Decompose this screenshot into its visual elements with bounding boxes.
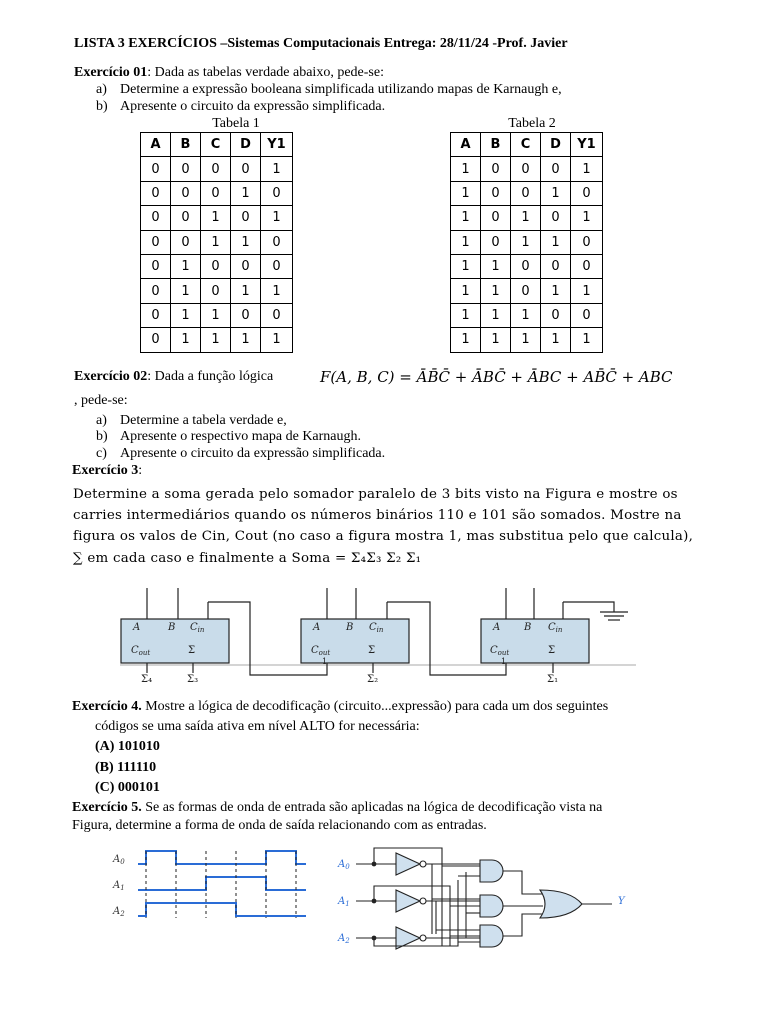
table-cell: 0 xyxy=(171,157,201,181)
table-cell: 1 xyxy=(231,279,261,303)
table-header-cell: C xyxy=(201,133,231,157)
and-gate-1 xyxy=(480,860,503,882)
table-cell: 1 xyxy=(511,328,541,352)
table-cell: 1 xyxy=(481,279,511,303)
table-cell: 1 xyxy=(481,328,511,352)
ex1-item-b-text: Apresente o circuito da expressão simplificada. xyxy=(120,99,386,114)
table-cell: 1 xyxy=(201,303,231,327)
inverter-a0 xyxy=(396,853,420,875)
ex5-line1: Se as formas de onda de entrada são aplicadas na lógica de decodificação vista na xyxy=(141,800,603,815)
ex2-formula: F(A, B, C) = ĀB̄C̄ + ĀBC̄ + ĀBC + AB̄C̄ + ABC xyxy=(320,368,673,386)
table-cell: 1 xyxy=(451,230,481,254)
ex3-line-2: carries intermediários quando os números binários 110 e 101 são somados. Mostre na xyxy=(73,508,682,524)
table-row xyxy=(451,279,603,303)
table-cell: 1 xyxy=(511,303,541,327)
table-cell: 1 xyxy=(231,230,261,254)
table-header-row xyxy=(141,133,293,157)
circuit-output-y: Y xyxy=(618,896,625,907)
ex3-line-3: figura os valos de Cin, Cout (no caso a figura mostra 1, mas substitua pelo que calcula), xyxy=(73,529,694,545)
table-cell: 0 xyxy=(541,206,571,230)
inverter-a1-bubble xyxy=(420,898,426,904)
ex2-item-a xyxy=(96,413,287,429)
output-sigma-4: Σ₄ xyxy=(141,674,153,685)
input-waveforms xyxy=(100,842,315,924)
table-cell: 0 xyxy=(201,157,231,181)
table-cell: 0 xyxy=(171,181,201,205)
block1-label-cout: $C_{out}$ xyxy=(131,645,151,657)
parallel-adder-figure xyxy=(0,580,768,690)
ex3-label: Exercício 3 xyxy=(72,463,139,478)
table-cell: 0 xyxy=(511,254,541,278)
table2-caption: Tabela 2 xyxy=(508,116,556,131)
ex2-tail: , pede-se: xyxy=(74,393,128,408)
table-header-row xyxy=(451,133,603,157)
table-cell: 0 xyxy=(141,230,171,254)
wave-label-a1: $A_1$ xyxy=(113,880,125,892)
table-cell: 0 xyxy=(481,157,511,181)
carry-label-2: 1 xyxy=(322,657,328,666)
or-gate xyxy=(540,890,582,918)
table-cell: 1 xyxy=(261,157,293,181)
table-row xyxy=(451,181,603,205)
table-cell: 0 xyxy=(141,206,171,230)
table-cell: 0 xyxy=(231,254,261,278)
ex4-line1: Mostre a lógica de decodificação (circuito...expressão) para cada um dos seguintes xyxy=(141,699,609,714)
table-cell: 0 xyxy=(481,181,511,205)
ex1-item-b-marker: b) xyxy=(96,99,108,114)
inverter-a1 xyxy=(396,890,420,912)
table-cell: 0 xyxy=(231,157,261,181)
table-cell: 1 xyxy=(451,303,481,327)
table-cell: 0 xyxy=(541,303,571,327)
table-row xyxy=(141,157,293,181)
table-cell: 0 xyxy=(261,254,293,278)
table-cell: 0 xyxy=(481,206,511,230)
block2-label-cout: $C_{out}$ xyxy=(311,645,331,657)
truth-table-1 xyxy=(140,132,293,353)
ex5-line2: Figura, determine a forma de onda de saída relacionando com as entradas. xyxy=(72,818,487,833)
page-title: LISTA 3 EXERCÍCIOS –Sistemas Computacionais Entrega: 28/11/24 -Prof. Javier xyxy=(74,36,568,51)
table-row xyxy=(141,254,293,278)
table-header-cell: Y1 xyxy=(261,133,293,157)
table-cell: 0 xyxy=(171,230,201,254)
block2-label-b: B xyxy=(346,622,354,633)
table-cell: 1 xyxy=(481,254,511,278)
wave-label-a2: $A_2$ xyxy=(113,906,125,918)
output-sigma-1: Σ₁ xyxy=(547,674,559,685)
table-cell: 1 xyxy=(571,279,603,303)
table-cell: 1 xyxy=(511,230,541,254)
table-cell: 1 xyxy=(201,230,231,254)
table-header-cell: B xyxy=(481,133,511,157)
decoder-circuit xyxy=(330,842,640,954)
table-cell: 0 xyxy=(571,303,603,327)
block1-label-a: A xyxy=(133,622,141,633)
table-row xyxy=(451,303,603,327)
table-cell: 1 xyxy=(451,328,481,352)
block3-label-a: A xyxy=(493,622,501,633)
table-row xyxy=(451,230,603,254)
table-cell: 0 xyxy=(261,181,293,205)
table-cell: 1 xyxy=(231,181,261,205)
table-cell: 0 xyxy=(511,279,541,303)
ex4-label: Exercício 4. xyxy=(72,699,142,714)
ex1-item-a-text: Determine a expressão booleana simplificada utilizando mapas de Karnaugh e, xyxy=(120,82,562,97)
table-cell: 0 xyxy=(231,206,261,230)
table-header-cell: A xyxy=(451,133,481,157)
table-cell: 0 xyxy=(141,303,171,327)
table-cell: 1 xyxy=(451,181,481,205)
table-row xyxy=(141,303,293,327)
table-cell: 1 xyxy=(541,230,571,254)
ex2-item-c xyxy=(96,446,385,462)
ex2-item-c-text: Apresente o circuito da expressão simplificada. xyxy=(120,446,386,461)
table-cell: 0 xyxy=(541,254,571,278)
table-cell: 1 xyxy=(171,254,201,278)
table1-caption: Tabela 1 xyxy=(212,116,260,131)
ex2-label: Exercício 02 xyxy=(74,369,148,384)
table-cell: 0 xyxy=(261,230,293,254)
table-cell: 0 xyxy=(511,181,541,205)
ex4-code-b: (B) 111110 xyxy=(95,760,157,775)
table-cell: 0 xyxy=(571,181,603,205)
ex5-label: Exercício 5. xyxy=(72,800,142,815)
table-cell: 1 xyxy=(261,328,293,352)
table-cell: 0 xyxy=(231,303,261,327)
ex2-intro: : Dada a função lógica xyxy=(147,369,274,384)
table-row xyxy=(451,157,603,181)
ex2-item-b xyxy=(96,429,361,445)
carry-label-3: 1 xyxy=(501,657,507,666)
table-cell: 1 xyxy=(171,303,201,327)
output-sigma-3: Σ₃ xyxy=(187,674,199,685)
block3-label-b: B xyxy=(524,622,532,633)
waveform-a1 xyxy=(138,877,306,890)
table-cell: 1 xyxy=(451,157,481,181)
ex1-heading xyxy=(74,65,384,81)
block3-label-cin: $C_{in}$ xyxy=(548,622,563,634)
ex4-code-c: (C) 000101 xyxy=(95,780,160,795)
ex2-item-c-marker: c) xyxy=(96,446,107,461)
ex3-paragraph xyxy=(73,484,694,569)
circuit-input-a2: $A_2$ xyxy=(338,933,350,945)
ex5-heading xyxy=(72,800,602,816)
table-cell: 0 xyxy=(201,254,231,278)
table-cell: 0 xyxy=(141,181,171,205)
block1-label-cin: $C_{in}$ xyxy=(190,622,205,634)
inverter-a0-bubble xyxy=(420,861,426,867)
ex3-line-1: Determine a soma gerada pelo somador paralelo de 3 bits visto na Figura e mostre os xyxy=(73,487,678,502)
ground-wire xyxy=(563,602,614,612)
table-cell: 1 xyxy=(261,206,293,230)
table-cell: 1 xyxy=(511,206,541,230)
block1-label-sigma: Σ xyxy=(188,645,196,656)
table-cell: 1 xyxy=(451,279,481,303)
table-cell: 1 xyxy=(451,206,481,230)
and-gate-3 xyxy=(480,925,503,947)
table-cell: 0 xyxy=(511,157,541,181)
ex1-label: Exercício 01 xyxy=(74,65,148,80)
table-row xyxy=(141,230,293,254)
table-cell: 1 xyxy=(261,279,293,303)
table-cell: 1 xyxy=(541,328,571,352)
table-cell: 0 xyxy=(141,279,171,303)
table-cell: 1 xyxy=(571,157,603,181)
ex1-item-b xyxy=(96,99,385,115)
table-cell: 0 xyxy=(141,157,171,181)
table-row xyxy=(451,206,603,230)
block2-label-a: A xyxy=(313,622,321,633)
table-header-cell: D xyxy=(541,133,571,157)
table-cell: 1 xyxy=(201,206,231,230)
block2-label-sigma: Σ xyxy=(368,645,376,656)
ex2-item-b-text: Apresente o respectivo mapa de Karnaugh. xyxy=(120,429,362,444)
table-cell: 1 xyxy=(481,303,511,327)
block3-label-cout: $C_{out}$ xyxy=(490,645,510,657)
block2-label-cin: $C_{in}$ xyxy=(369,622,384,634)
ex2-item-a-marker: a) xyxy=(96,413,107,428)
table-cell: 0 xyxy=(261,303,293,327)
table-cell: 0 xyxy=(171,206,201,230)
table-cell: 0 xyxy=(201,181,231,205)
table-cell: 1 xyxy=(201,328,231,352)
table-cell: 0 xyxy=(571,254,603,278)
table-header-cell: B xyxy=(171,133,201,157)
ex2-item-a-text: Determine a tabela verdade e, xyxy=(120,413,287,428)
ex1-item-a-marker: a) xyxy=(96,82,107,97)
table-cell: 1 xyxy=(571,328,603,352)
ex4-heading xyxy=(72,699,608,715)
and-gate-2 xyxy=(480,895,503,917)
table-cell: 1 xyxy=(571,206,603,230)
table-cell: 1 xyxy=(451,254,481,278)
ex4-line2: códigos se uma saída ativa em nível ALTO for necessária: xyxy=(95,719,420,734)
ex1-intro: : Dada as tabelas verdade abaixo, pede-se: xyxy=(147,65,384,80)
table-cell: 1 xyxy=(171,328,201,352)
table-cell: 0 xyxy=(201,279,231,303)
ex4-code-a: (A) 101010 xyxy=(95,739,160,754)
circuit-input-a0: $A_0$ xyxy=(338,859,350,871)
ex3-line-4: ∑ em cada caso e finalmente a Soma = Σ₄Σ₃ Σ₂ Σ₁ xyxy=(73,550,422,566)
table-cell: 1 xyxy=(541,181,571,205)
table-cell: 0 xyxy=(141,254,171,278)
table-cell: 0 xyxy=(571,230,603,254)
inverter-a2-bubble xyxy=(420,935,426,941)
table-row xyxy=(451,328,603,352)
ex3-colon: : xyxy=(138,463,143,478)
waveform-a0 xyxy=(138,851,306,864)
table-cell: 0 xyxy=(141,328,171,352)
table-row xyxy=(141,206,293,230)
table-header-cell: Y1 xyxy=(571,133,603,157)
block1-label-b: B xyxy=(168,622,176,633)
block3-label-sigma: Σ xyxy=(548,645,556,656)
table-row xyxy=(141,181,293,205)
table-cell: 1 xyxy=(231,328,261,352)
ex2-heading xyxy=(74,369,273,385)
circuit-input-a1: $A_1$ xyxy=(338,896,350,908)
table-cell: 1 xyxy=(171,279,201,303)
table-cell: 0 xyxy=(541,157,571,181)
ex1-item-a xyxy=(96,82,562,98)
waveform-a2 xyxy=(138,903,306,916)
table-row xyxy=(141,279,293,303)
wave-label-a0: $A_0$ xyxy=(113,854,125,866)
table-header-cell: C xyxy=(511,133,541,157)
table-row xyxy=(141,328,293,352)
table-header-cell: A xyxy=(141,133,171,157)
truth-table-2 xyxy=(450,132,603,353)
table-cell: 0 xyxy=(481,230,511,254)
table-cell: 1 xyxy=(541,279,571,303)
table-row xyxy=(451,254,603,278)
output-sigma-2: Σ₂ xyxy=(367,674,379,685)
ex3-heading xyxy=(72,463,142,479)
table-header-cell: D xyxy=(231,133,261,157)
ex2-item-b-marker: b) xyxy=(96,429,108,444)
